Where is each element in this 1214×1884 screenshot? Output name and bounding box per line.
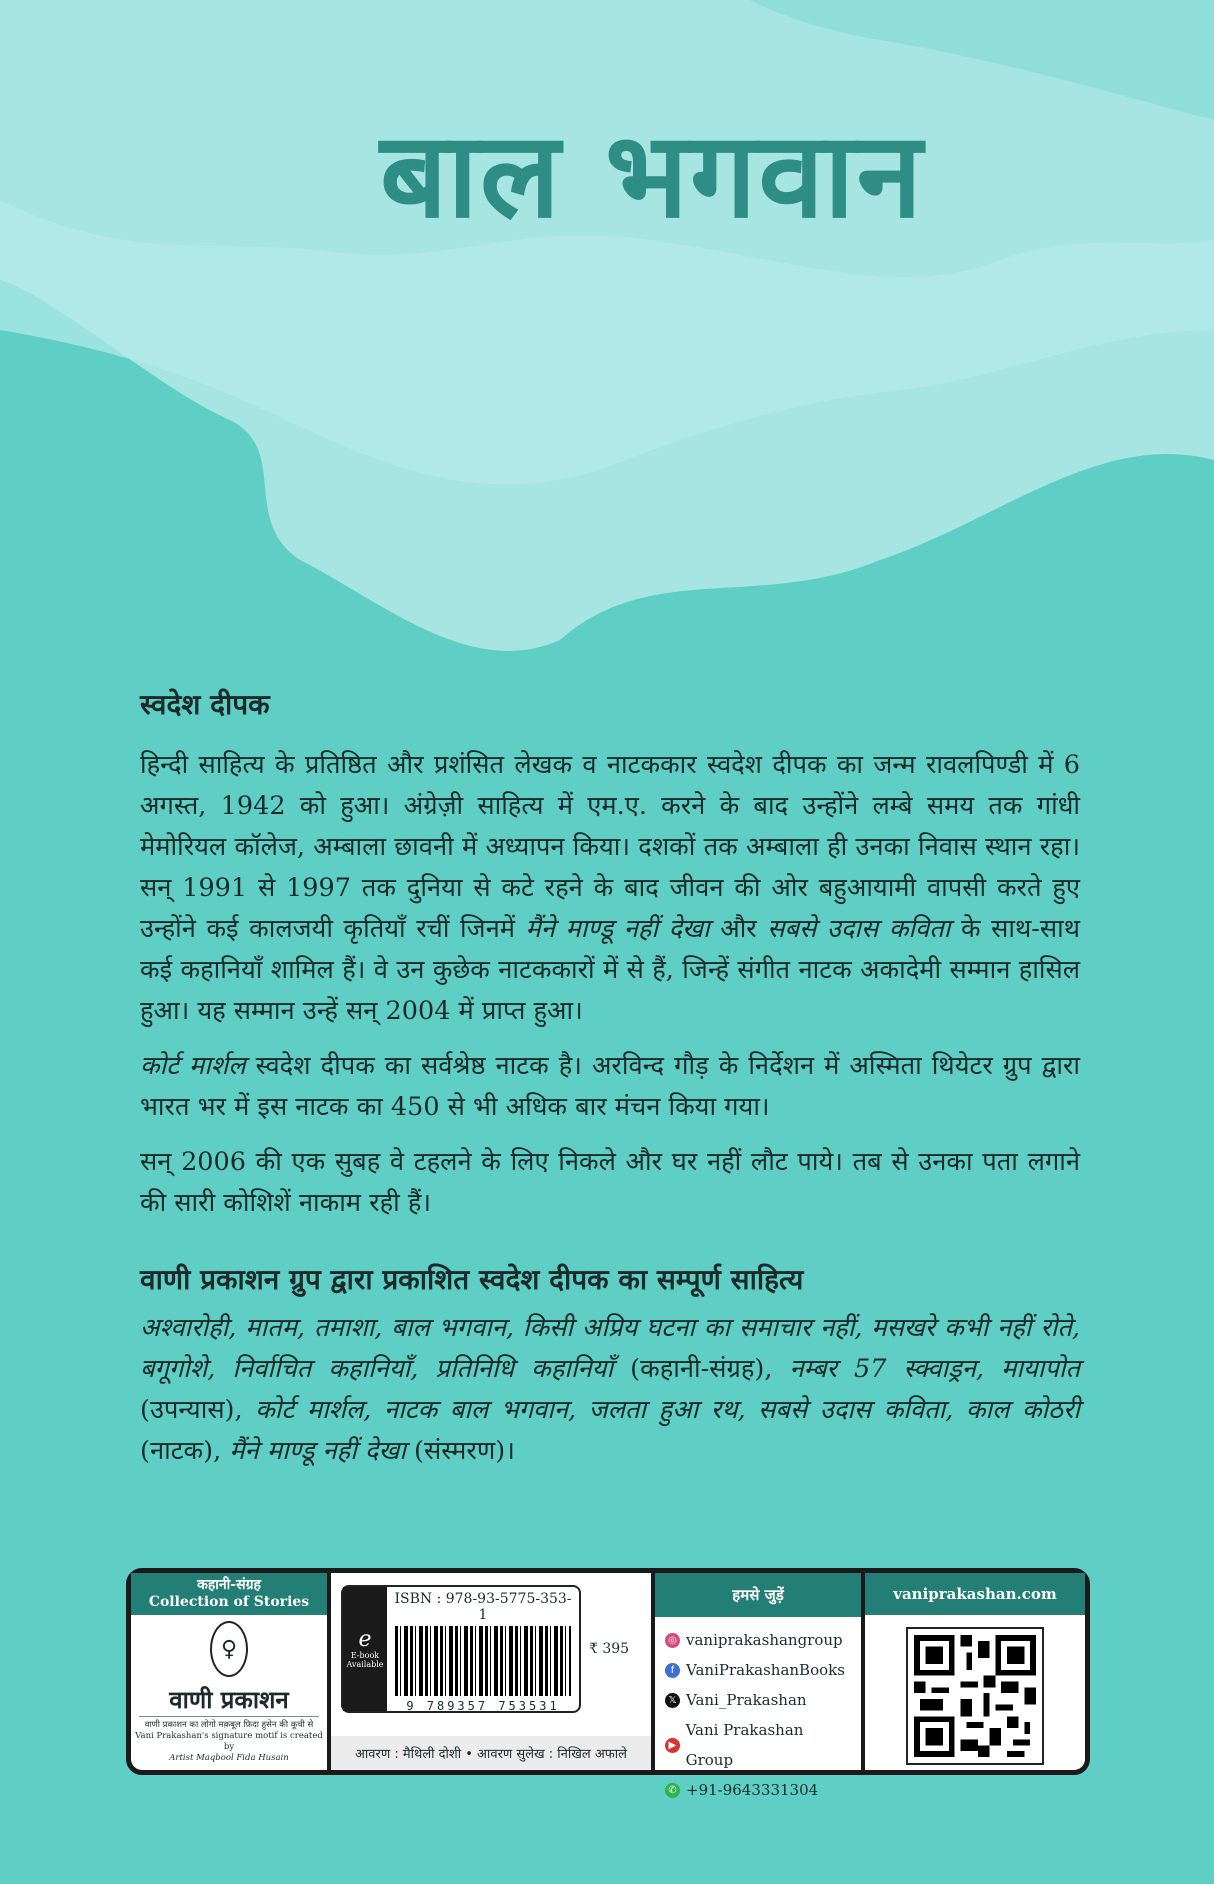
- social-label: VaniPrakashanBooks: [686, 1661, 845, 1679]
- isbn-barcode: [341, 1585, 581, 1713]
- brush-background: [0, 0, 1214, 700]
- back-cover-text: [140, 685, 1080, 1486]
- author-heading: स्वदेश दीपक: [140, 688, 270, 721]
- book-title: बाल भगवान: [380, 106, 925, 244]
- bio-paragraph-3: सन् 2006 की एक सुबह वे टहलने के लिए निकले और घर नहीं लौट पाये। तब से उनका पता लगाने की सारी कोशिशें नाकाम रही हैं।: [140, 1147, 1080, 1218]
- website-column: [865, 1573, 1085, 1770]
- whatsapp-icon: ✆: [665, 1783, 680, 1798]
- publisher-logo-icon: ♀: [210, 1621, 248, 1677]
- barcode-icon: [395, 1626, 571, 1696]
- publisher-column: [131, 1573, 331, 1770]
- social-label: Vani Prakashan Group: [685, 1721, 804, 1769]
- qr-code-icon[interactable]: [906, 1627, 1044, 1765]
- social-link[interactable]: [665, 1715, 851, 1775]
- genre-header: कहानी-संग्रह Collection of Stories: [131, 1573, 327, 1615]
- connect-heading: हमसे जुड़ें: [655, 1573, 861, 1617]
- works-heading: वाणी प्रकाशन ग्रुप द्वारा प्रकाशित स्वदेश दीपक का सम्पूर्ण साहित्य: [140, 1263, 804, 1296]
- barcode-column: [331, 1573, 655, 1770]
- works-list: अश्वारोही, मातम, तमाशा, बाल भगवान, किसी अप्रिय घटना का समाचार नहीं, मसखरे कभी नहीं रोते, बगूगोशे, निर्वाचित कहानियाँ, प्रतिनिधि कहानियाँ (कहानी-संग्रह), नम्बर 57 स्क्वाड्रन, मायापोत (उपन्यास), कोर्ट मार्शल, नाटक बाल भगवान, जलता हुआ रथ, सबसे उदास कविता, काल कोठरी (नाटक), मैंने माण्डू नहीं देखा (संस्मरण)।: [140, 1313, 1080, 1466]
- social-label: +91-9643331304: [686, 1781, 819, 1799]
- bio-paragraph-2: कोर्ट मार्शल स्वदेश दीपक का सर्वश्रेष्ठ नाटक है। अरविन्द गौड़ के निर्देशन में अस्मिता थियेटर ग्रुप द्वारा भारत भर में इस नाटक का 450 से भी अधिक बार मंचन किया गया।: [140, 1051, 1080, 1122]
- facebook-icon: f: [665, 1663, 680, 1678]
- ebook-badge: e E-book Available: [343, 1587, 387, 1711]
- price: ₹ 395: [589, 1641, 630, 1657]
- isbn: ISBN : 978-93-5775-353-1: [394, 1591, 572, 1623]
- cover-credits: आवरण : मैथिली दोशी • आवरण सुलेख : निखिल अफाले: [331, 1736, 651, 1770]
- social-label: vaniprakashangroup: [686, 1631, 843, 1649]
- bio-paragraph-1: हिन्दी साहित्य के प्रतिष्ठित और प्रशंसित लेखक व नाटककार स्वदेश दीपक का जन्म रावलपिण्डी में 6 अगस्त, 1942 को हुआ। अंग्रेज़ी साहित्य में एम.ए. करने के बाद उन्होंने लम्बे समय तक गांधी मेमोरियल कॉलेज, अम्बाला छावनी में अध्यापन किया। दशकों तक अम्बाला ही उनका निवास स्थान रहा। सन् 1991 से 1997 तक दुनिया से कटे रहने के बाद जीवन की ओर बहुआयामी वापसी करते हुए उन्होंने कई कालजयी कृतियाँ रचीं जिनमें मैंने माण्डू नहीं देखा और सबसे उदास कविता के साथ-साथ कई कहानियाँ शामिल हैं। वे उन कुछेक नाटककारों में से हैं, जिन्हें संगीत नाटक अकादेमी सम्मान हासिल हुआ। यह सम्मान उन्हें सन् 2004 में प्राप्त हुआ।: [140, 750, 1080, 1026]
- youtube-icon: ▶: [665, 1738, 680, 1753]
- publisher-name: वाणी प्रकाशन: [139, 1683, 319, 1717]
- instagram-icon: ◎: [665, 1633, 680, 1648]
- social-link[interactable]: [665, 1655, 851, 1685]
- website-link[interactable]: vaniprakashan.com: [865, 1573, 1085, 1615]
- social-link[interactable]: [665, 1685, 851, 1715]
- social-link[interactable]: [665, 1775, 851, 1805]
- publisher-info-panel: [126, 1568, 1090, 1799]
- social-column: [655, 1573, 865, 1799]
- x-icon: 𝕏: [665, 1693, 680, 1708]
- social-label: Vani_Prakashan: [686, 1691, 807, 1709]
- barcode-digits: 9 789357 753531: [406, 1699, 560, 1713]
- logo-credit: वाणी प्रकाशन का लोगो मक़बूल फ़िदा हुसेन की कूची से Vani Prakashan's signature motif is created by Artist Maqbool Fida Husain: [135, 1720, 323, 1763]
- social-link[interactable]: [665, 1625, 851, 1655]
